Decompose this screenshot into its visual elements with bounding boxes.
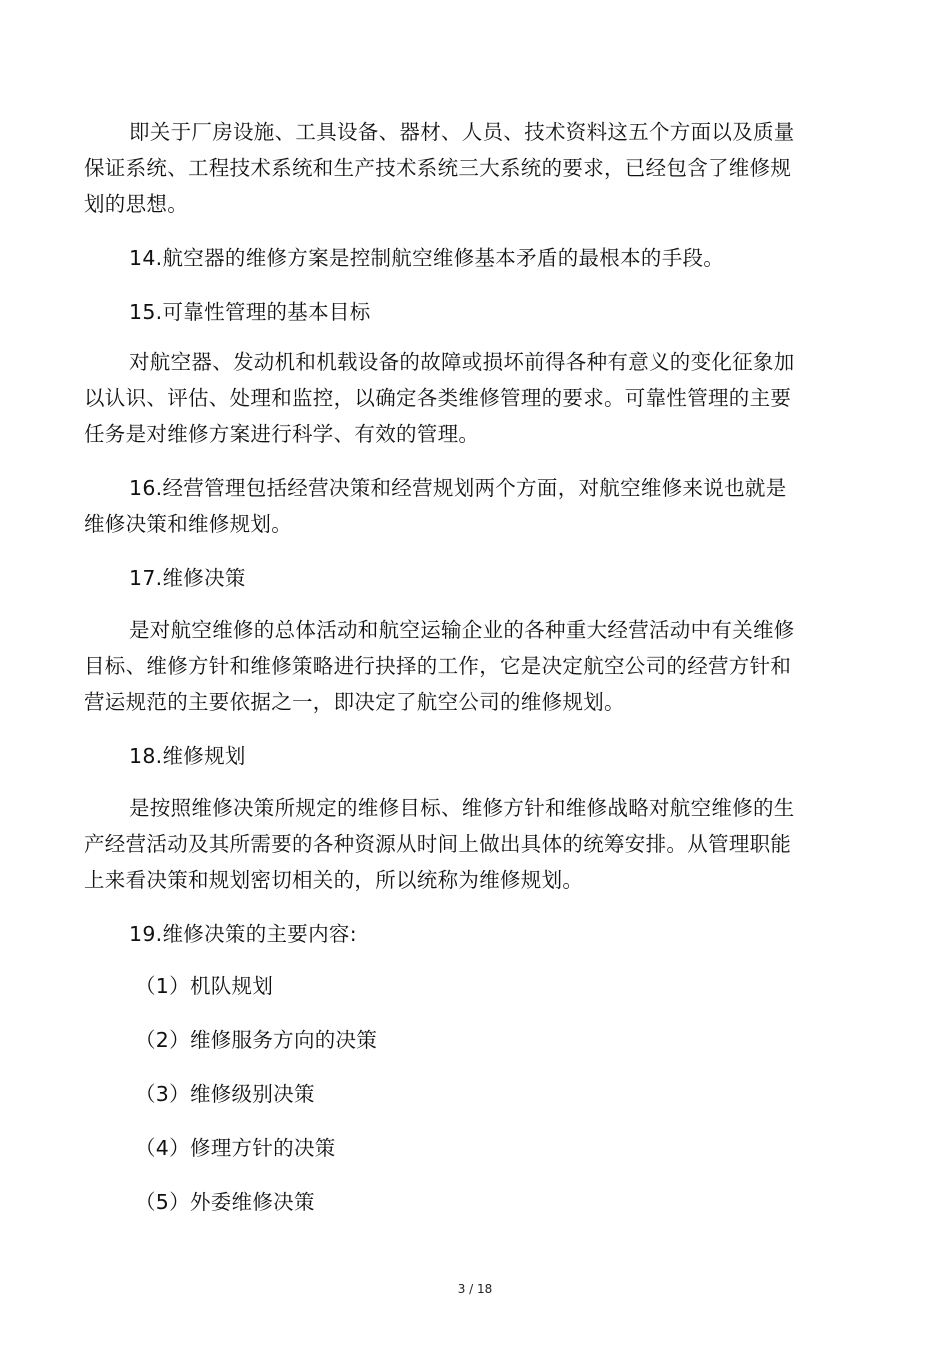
paragraph-facilities-requirements: 即关于厂房设施、工具设备、器材、人员、技术资料这五个方面以及质量保证系统、工程技术系统和生产技术系统三大系统的要求，已经包含了维修规划的思想。 — [84, 120, 795, 216]
page-number: 3 / 18 — [457, 1282, 493, 1296]
paragraph-maintenance-decision: 是对航空维修的总体活动和航空运输企业的各种重大经营活动中有关维修目标、维修方针和维修策略进行抉择的工作，它是决定航空公司的经营方针和营运规范的主要依据之一，即决定了航空公司的维修规划。 — [84, 618, 795, 714]
paragraph-maintenance-planning: 是按照维修决策所规定的维修目标、维修方针和维修战略对航空维修的生产经营活动及其所需要的各种资源从时间上做出具体的统筹安排。从管理职能上来看决策和规划密切相关的，所以统称为维修规划。 — [84, 796, 795, 892]
heading-item-17: 17.维修决策 — [129, 566, 246, 590]
list-item-service-direction: （2）维修服务方向的决策 — [135, 1028, 378, 1052]
list-item-outsourced-maintenance: （5）外委维修决策 — [135, 1190, 315, 1214]
list-item-repair-policy: （4）修理方针的决策 — [135, 1136, 336, 1160]
heading-item-19: 19.维修决策的主要内容: — [129, 922, 357, 946]
paragraph-reliability-goal: 对航空器、发动机和机载设备的故障或损坏前得各种有意义的变化征象加以认识、评估、处理和监控，以确定各类维修管理的要求。可靠性管理的主要任务是对维修方案进行科学、有效的管理。 — [84, 350, 795, 446]
heading-item-18: 18.维修规划 — [129, 744, 246, 768]
paragraph-item-14: 14.航空器的维修方案是控制航空维修基本矛盾的最根本的手段。 — [129, 246, 725, 270]
paragraph-item-16: 16.经营管理包括经营决策和经营规划两个方面，对航空维修来说也就是维修决策和维修规划。 — [84, 476, 787, 536]
list-item-maintenance-level: （3）维修级别决策 — [135, 1082, 315, 1106]
list-item-fleet-planning: （1）机队规划 — [135, 974, 274, 998]
heading-item-15: 15.可靠性管理的基本目标 — [129, 300, 371, 324]
